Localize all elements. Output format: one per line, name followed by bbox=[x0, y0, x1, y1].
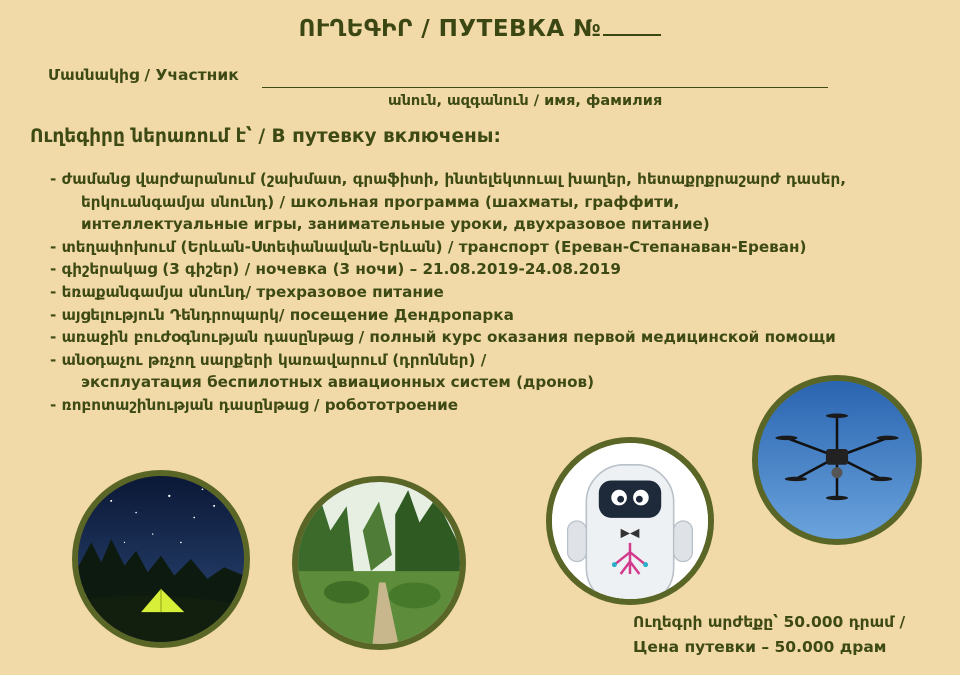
price-line-russian: Цена путевки – 50.000 драм bbox=[633, 638, 887, 656]
included-heading: Ուղեգիրը ներառում է՝ / В путевку включены: bbox=[30, 126, 501, 147]
list-item-continuation: эксплуатация беспилотных авиационных систем (дронов) bbox=[81, 373, 595, 392]
list-item-text: - անօդաչու թռչող սարքերի կառավարում (դրոններ) / bbox=[50, 350, 487, 369]
price-line-armenian: Ուղեգրի արժեքը՝ 50.000 դրամ / bbox=[633, 613, 906, 631]
robot-image bbox=[552, 443, 708, 599]
dendropark-image bbox=[298, 482, 460, 644]
list-item bbox=[50, 304, 960, 327]
list-item-continuation: интеллектуальные игры, занимательные уроки, двухразовое питание) bbox=[81, 215, 710, 234]
list-item-text: - տեղափոխում (Երևան-Ստեփանավան-Երևան) / транспорт (Ереван-Степанаван-Ереван) bbox=[50, 237, 807, 256]
list-item bbox=[50, 281, 960, 304]
price-block bbox=[633, 610, 905, 660]
voucher-number-blank bbox=[603, 16, 661, 36]
list-item-text: - գիշերակաց (3 գիշեր) / ночевка (3 ночи) – 21.08.2019-24.08.2019 bbox=[50, 260, 621, 279]
participant-label: Մասնակից / Участник bbox=[48, 66, 239, 84]
list-item bbox=[50, 326, 960, 349]
list-item-text: - ռոբոտաշինության դասընթաց / робототроение bbox=[50, 395, 459, 414]
participant-name-line bbox=[262, 87, 828, 88]
list-item-text: - ժամանց վարժարանում (շախմատ, գրաֆիտի, ինտելեկտուալ խաղեր, հետաքրքրաշարժ դասեր, bbox=[50, 170, 846, 188]
camping-tent-photo bbox=[72, 470, 250, 648]
camping-tent-image bbox=[78, 476, 244, 642]
list-item bbox=[50, 258, 960, 281]
dendropark-path-photo bbox=[292, 476, 466, 650]
list-item-text: - այցելություն Դենդրոպարկ/ посещение Дендропарка bbox=[50, 305, 514, 324]
drone-image bbox=[758, 381, 916, 539]
list-item bbox=[50, 168, 960, 236]
list-item-text: - եռաքանգամյա սնունդ/ трехразовое питание bbox=[50, 282, 444, 301]
robot-mascot-photo bbox=[546, 437, 714, 605]
list-item-continuation: երկուանգամյա սնունդ) / школьная программа (шахматы, граффити, bbox=[81, 192, 680, 211]
drone-photo bbox=[752, 375, 922, 545]
list-item bbox=[50, 236, 960, 259]
list-item-text: - առաջին բուժօգնության դասընթաց / полный курс оказания первой медицинской помощи bbox=[50, 328, 836, 347]
title-text: ՈՒՂԵԳԻՐ / ПУТЕВКА № bbox=[298, 16, 602, 42]
page-title bbox=[0, 16, 960, 42]
participant-name-hint: անուն, ազգանուն / имя, фамилия bbox=[388, 93, 663, 109]
